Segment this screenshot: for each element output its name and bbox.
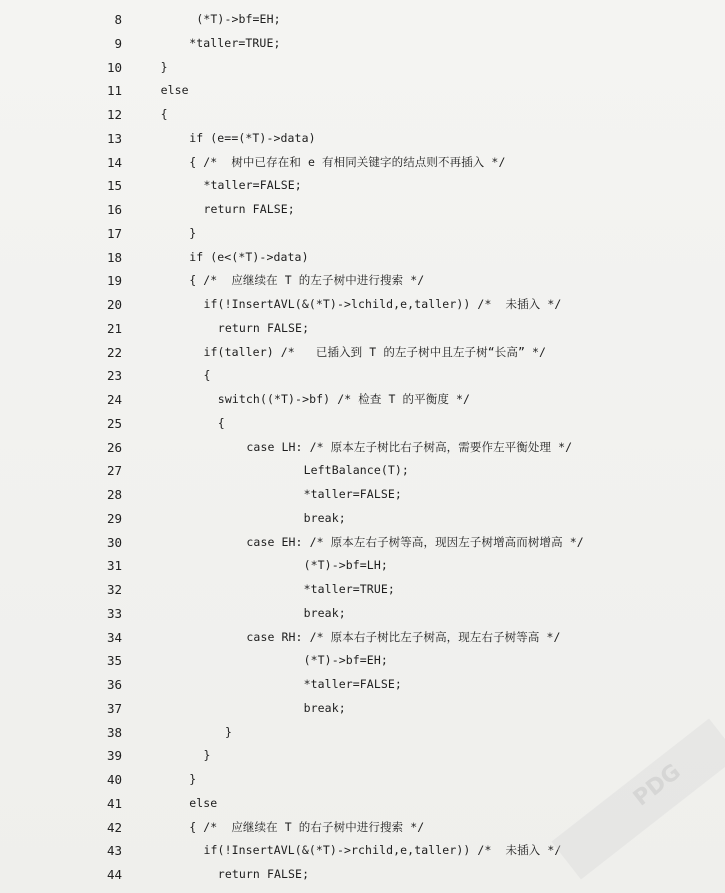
code-text: {: [203, 368, 211, 383]
code-line: [0, 222, 725, 246]
line-number: 32: [106, 582, 122, 597]
code-line: [0, 554, 725, 578]
code-text: *taller=TRUE;: [189, 35, 281, 50]
code-text: case EH: /* 原本左右子树等高，现因左子树增高而树增高 */: [246, 534, 584, 549]
line-number: 36: [106, 677, 122, 692]
line-number: 31: [106, 558, 122, 574]
line-number: 12: [106, 107, 122, 122]
line-number: 19: [106, 273, 122, 289]
code-line: [0, 364, 725, 388]
code-line: [0, 174, 725, 198]
code-text: break;: [303, 605, 346, 620]
code-line: [0, 151, 725, 175]
code-line: [0, 412, 725, 436]
code-line: [0, 8, 725, 32]
line-number: 24: [106, 392, 122, 407]
line-number: 13: [106, 130, 122, 146]
line-number: 11: [106, 83, 122, 99]
line-number: 35: [106, 653, 122, 669]
code-line: [0, 317, 725, 341]
line-number: 34: [106, 629, 122, 645]
code-text: }: [224, 724, 232, 739]
line-number: 21: [106, 320, 122, 336]
code-text: { /* 应继续在 T 的右子树中进行搜索 */: [189, 819, 425, 834]
line-number: 15: [106, 178, 122, 194]
code-line: [0, 578, 725, 602]
code-text: if (e<(*T)->data): [189, 249, 309, 264]
code-line: [0, 649, 725, 673]
code-text: switch((*T)->bf) /* 检查 T 的平衡度 */: [217, 392, 471, 406]
line-number: 17: [106, 225, 122, 241]
code-text: {: [217, 415, 225, 430]
code-line: [0, 56, 725, 80]
code-text: case LH: /* 原本左子树比右子树高，需要作左平衡处理 */: [246, 439, 573, 454]
code-text: if(!InsertAVL(&(*T)->rchild,e,taller)) /* 未插入 */: [203, 843, 562, 858]
code-line: [0, 863, 725, 887]
line-number: 44: [106, 867, 122, 882]
code-line: [0, 246, 725, 270]
code-text: { /* 应继续在 T 的左子树中进行搜索 */: [189, 273, 425, 288]
line-number: 16: [106, 202, 122, 217]
code-text: else: [160, 83, 189, 98]
code-line: [0, 341, 725, 365]
line-number: 39: [106, 748, 122, 764]
code-text: if(taller) /* 已插入到 T 的左子树中且左子树“长高” */: [203, 344, 547, 359]
line-number: 43: [106, 843, 122, 859]
code-text: { /* 树中已存在和 e 有相同关键字的结点则不再插入 */: [189, 154, 506, 169]
code-text: *taller=FALSE;: [203, 178, 302, 193]
code-text: *taller=FALSE;: [303, 487, 402, 501]
line-number: 18: [106, 249, 122, 265]
code-line: [0, 459, 725, 483]
code-line: [0, 673, 725, 697]
code-line: [0, 483, 725, 507]
line-number: 37: [106, 700, 122, 716]
code-text: (*T)->bf=EH;: [303, 653, 388, 668]
code-line: [0, 626, 725, 650]
code-line: [0, 602, 725, 626]
line-number: 25: [106, 415, 122, 431]
code-line: [0, 293, 725, 317]
code-text: return FALSE;: [217, 320, 310, 335]
code-text: return FALSE;: [217, 867, 310, 881]
code-text: }: [160, 59, 168, 74]
code-text: }: [203, 748, 211, 763]
code-text: if(!InsertAVL(&(*T)->lchild,e,taller)) /* 未插入 */: [203, 297, 562, 311]
line-number: 9: [114, 35, 122, 51]
code-text: else: [189, 795, 218, 810]
code-line: [0, 388, 725, 412]
line-number: 20: [106, 297, 122, 312]
line-number: 38: [106, 724, 122, 740]
line-number: 41: [106, 795, 122, 811]
line-number: 8: [114, 12, 122, 27]
code-line: [0, 32, 725, 56]
code-line: [0, 79, 725, 103]
code-text: case RH: /* 原本右子树比左子树高，现左右子树等高 */: [246, 629, 561, 644]
code-line: [0, 531, 725, 555]
code-line: [0, 721, 725, 745]
code-text: LeftBalance(T);: [303, 463, 409, 478]
code-text: *taller=FALSE;: [303, 677, 402, 691]
line-number: 10: [106, 59, 122, 75]
code-line: [0, 507, 725, 531]
code-line: [0, 127, 725, 151]
code-text: break;: [303, 700, 346, 715]
line-number: 26: [106, 439, 122, 455]
code-text: (*T)->bf=EH;: [196, 12, 281, 26]
line-number: 42: [106, 819, 122, 835]
code-line: [0, 697, 725, 721]
code-line: [0, 103, 725, 127]
line-number: 22: [106, 344, 122, 360]
code-text: {: [160, 107, 168, 121]
code-text: }: [189, 772, 197, 786]
code-line: [0, 436, 725, 460]
line-number: 27: [106, 463, 122, 479]
code-text: (*T)->bf=LH;: [303, 558, 388, 573]
line-number: 23: [106, 368, 122, 384]
code-line: [0, 269, 725, 293]
line-number: 30: [106, 534, 122, 550]
code-text: *taller=TRUE;: [303, 582, 395, 596]
code-text: }: [189, 225, 197, 240]
line-number: 28: [106, 487, 122, 502]
line-number: 33: [106, 605, 122, 621]
code-text: break;: [303, 510, 346, 525]
code-text: return FALSE;: [203, 202, 295, 216]
line-number: 29: [106, 510, 122, 526]
pdg-watermark: PDG: [628, 759, 686, 812]
line-number: 14: [106, 154, 122, 170]
line-number: 40: [106, 772, 122, 787]
code-line: [0, 198, 725, 222]
code-text: if (e==(*T)->data): [189, 130, 316, 145]
